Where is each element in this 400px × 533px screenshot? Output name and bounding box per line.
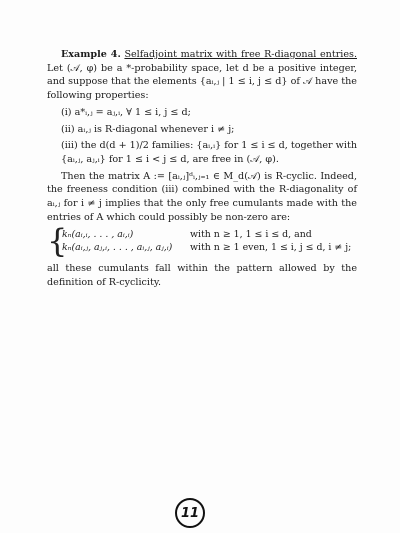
cumulant-cases — [47, 222, 357, 261]
property-ii: (ii) aᵢ,ⱼ is R-diagonal whenever i ≠ j; — [61, 123, 235, 135]
case-condition: with n ≥ 1, 1 ≤ i ≤ d, and — [190, 229, 312, 241]
left-brace: { — [47, 222, 68, 261]
page-number — [175, 498, 205, 528]
example-title: Selfadjoint matrix with free R-diagonal entries. — [124, 49, 357, 60]
property-iii: (iii) the d(d + 1)/2 families: {aᵢ,ᵢ} for 1 ≤ i ≤ d, together with {aᵢ,ⱼ, aⱼ,ᵢ} for 1 ≤ i < j ≤ d, are free in (𝒜, φ). — [61, 140, 358, 165]
case-expression: kₙ(aᵢ,ᵢ, . . . , aᵢ,ᵢ) — [62, 229, 134, 241]
case-expression: kₙ(aᵢ,ⱼ, aⱼ,ᵢ, . . . , aᵢ,ⱼ, aⱼ,ᵢ) — [62, 242, 173, 254]
example-intro-paragraph — [47, 48, 357, 103]
case-condition: with n ≥ 1 even, 1 ≤ i, j ≤ d, i ≠ j; — [190, 242, 352, 254]
property-i: (i) a*ᵢ,ⱼ = aⱼ,ᵢ, ∀ 1 ≤ i, j ≤ d; — [61, 106, 191, 118]
example-heading: Example 4. — [61, 49, 121, 60]
conclusion-paragraph: Then the matrix A := [aᵢ,ⱼ]ᵈᵢ,ⱼ₌₁ ∈ M_d(𝒜) is R-cyclic. Indeed, the freeness condition (iii) combined with the R-diagonality of aᵢ,ⱼ for i ≠ j implies that the only free cumulants made with the entries of A which could possibly be non-zero are: — [47, 170, 357, 223]
case-row — [62, 241, 351, 254]
page-number-label: 11 — [180, 505, 200, 521]
case-row — [62, 228, 351, 241]
example-block — [47, 48, 357, 290]
example-intro: Let (𝒜, φ) be a *-probability space, let d be a positive integer, and suppose that the elements {aᵢ,ⱼ | 1 ≤ i, j ≤ d} of 𝒜 have the following properties: — [47, 62, 357, 102]
closing-paragraph: all these cumulants fall within the pattern allowed by the definition of R-cyclicity. — [47, 263, 357, 289]
